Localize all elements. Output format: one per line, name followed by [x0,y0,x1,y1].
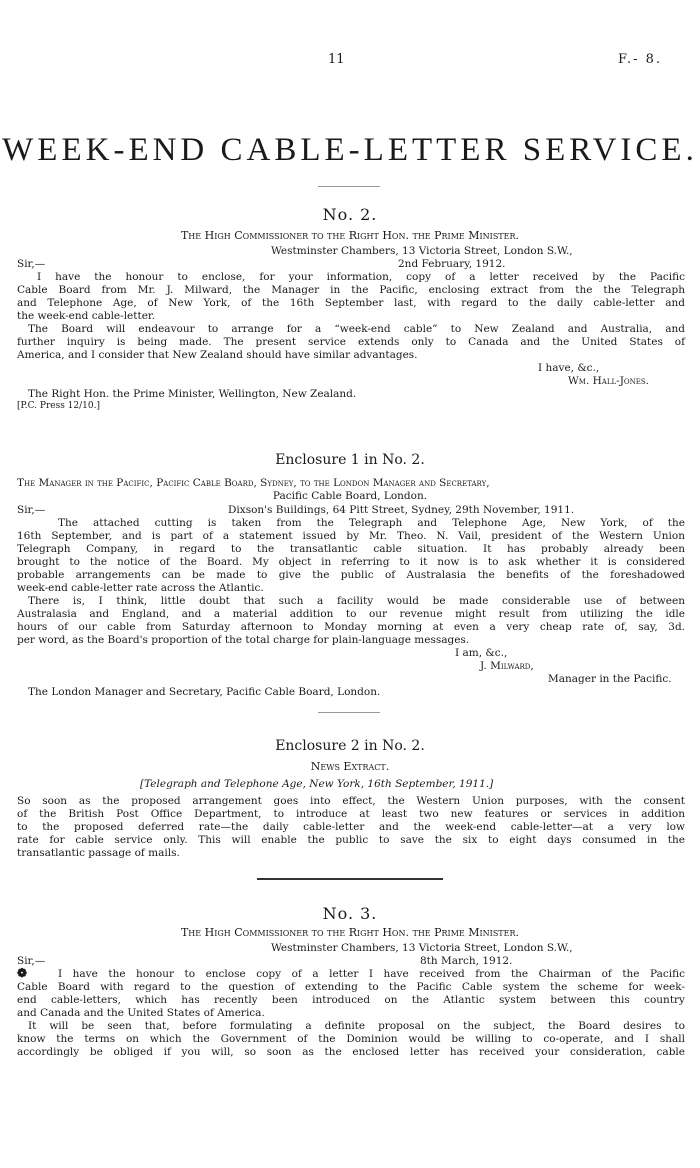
margin-mark-icon: ❁ [17,966,28,980]
paragraph-line: to the proposed deferred rate—the daily cable-letter and the week-end cable-letter—at a very low [17,821,685,833]
paragraph-line: So soon as the proposed arrangement goes into effect, the Western Union purposes, with the consent [17,795,685,807]
salutation: Sir,— [17,504,46,516]
paragraph-line: brought to the notice of the Board. My object in referring to it now is to ask whether it is considered [17,556,685,568]
addressee: The Right Hon. the Prime Minister, Wellington, New Zealand. [28,388,357,400]
paragraph-line: week-end cable-letter rate across the Atlantic. [17,582,264,594]
paragraph-line: I have the honour to enclose copy of a letter I have received from the Chairman of the Pacific [58,968,685,980]
paragraph-line: probable arrangements can be made to give the public of Australasia the benefits of the foreshadowed [17,569,685,581]
paragraph-line: The Board will endeavour to arrange for a “week-end cable” to New Zealand and Australia, and [28,323,685,335]
letter-date: 2nd February, 1912. [398,258,506,270]
paragraph-line: end cable-letters, which has recently been introduced on the Atlantic system between this country [17,994,685,1006]
salutation: Sir,— [17,955,46,967]
paragraph-line: further inquiry is being made. The present service extends only to Canada and the United States of [17,336,685,348]
letter-date: 8th March, 1912. [420,955,513,967]
paragraph-line: Telegraph Company, in regard to the transatlantic cable situation. It has probably already been [17,543,685,555]
paragraph-line: rate for cable service only. This will enable the public to save the six to eight days consumed in the [17,834,685,846]
parliamentary-paper-ref: F.- 8. [618,52,663,67]
section-subheading-no2: The High Commissioner to the Right Hon. the Prime Minister. [180,229,520,242]
press-reference: [P.C. Press 12/10.] [17,401,100,411]
letter-closing: I have, &c., [538,362,600,374]
paragraph-line: There is, I think, little doubt that such a facility would be made considerable use of between [28,595,685,607]
page-title: WEEK-END CABLE-LETTER SERVICE. [2,132,698,168]
divider [318,712,380,713]
paragraph-line: know the terms on which the Government of the Dominion would be willing to co-operate, and I shall [17,1033,685,1045]
paragraph-line: per word, as the Board's proportion of the total charge for plain-language messages. [17,634,470,646]
paragraph-line: America, and I consider that New Zealand should have similar advantages. [17,349,418,361]
paragraph-line: and Telephone Age, of New York, of the 16th September last, with regard to the daily cable-letter and [17,297,685,309]
signature: J. Milward, [480,660,534,672]
paragraph-line: The attached cutting is taken from the Telegraph and Telephone Age, New York, of the [58,517,685,529]
section-subheading-enc1: The Manager in the Pacific, Pacific Cable Board, Sydney, to the London Manager and Secretary, [17,477,490,489]
paragraph-line: Australasia and England, and a material addition to our revenue might result from utilizing the idle [17,608,685,620]
paragraph-line: It will be seen that, before formulating a definite proposal on the subject, the Board desires to [28,1020,685,1032]
letter-address: Westminster Chambers, 13 Victoria Street, London S.W., [271,942,573,954]
paragraph-line: and Canada and the United States of America. [17,1007,265,1019]
salutation: Sir,— [17,258,46,270]
section-heading-no2: No. 2. [322,205,378,224]
paragraph-line: accordingly be obliged if you will, so soon as the enclosed letter has received your consideration, cable [17,1046,685,1058]
section-heading-enc2: Enclosure 2 in No. 2. [275,738,425,754]
signature-title: Manager in the Pacific. [548,673,672,685]
addressee: The London Manager and Secretary, Pacific Cable Board, London. [28,686,381,698]
letter-address: Dixson's Buildings, 64 Pitt Street, Sydney, 29th November, 1911. [228,504,575,516]
paragraph-line: the week-end cable-letter. [17,310,156,322]
paragraph-line: transatlantic passage of mails. [17,847,180,859]
letter-closing: I am, &c., [455,647,508,659]
paragraph-line: Cable Board with regard to the question of extending to the Pacific Cable system the scheme for week- [17,981,685,993]
paragraph-line: 16th September, and is part of a statement issued by Mr. Theo. N. Vail, president of the Western Union [17,530,685,542]
paragraph-line: of the British Post Office Department, to introduce at least two new features or services in addition [17,808,685,820]
section-divider [257,878,443,880]
section-subheading-enc1-line2: Pacific Cable Board, London. [272,490,428,502]
section-subheading-no3: The High Commissioner to the Right Hon. the Prime Minister. [180,926,520,939]
signature: Wm. Hall-Jones. [568,375,650,387]
divider [318,186,380,187]
paragraph-line: hours of our cable from Saturday afternoon to Monday morning at even a very cheap rate of, say, 3d. [17,621,685,633]
page-number: 11 [328,52,345,67]
letter-address: Westminster Chambers, 13 Victoria Street, London S.W., [271,245,573,257]
section-heading-no3: No. 3. [322,904,378,923]
paragraph-line: Cable Board from Mr. J. Milward, the Manager in the Pacific, enclosing extract from the the Telegraph [17,284,685,296]
section-subheading-enc2: News Extract. [310,760,390,773]
section-heading-enc1: Enclosure 1 in No. 2. [275,452,425,468]
source-citation: [Telegraph and Telephone Age, New York, 16th September, 1911.] [140,778,494,790]
paragraph-line: I have the honour to enclose, for your information, copy of a letter received by the Pacific [37,271,685,283]
